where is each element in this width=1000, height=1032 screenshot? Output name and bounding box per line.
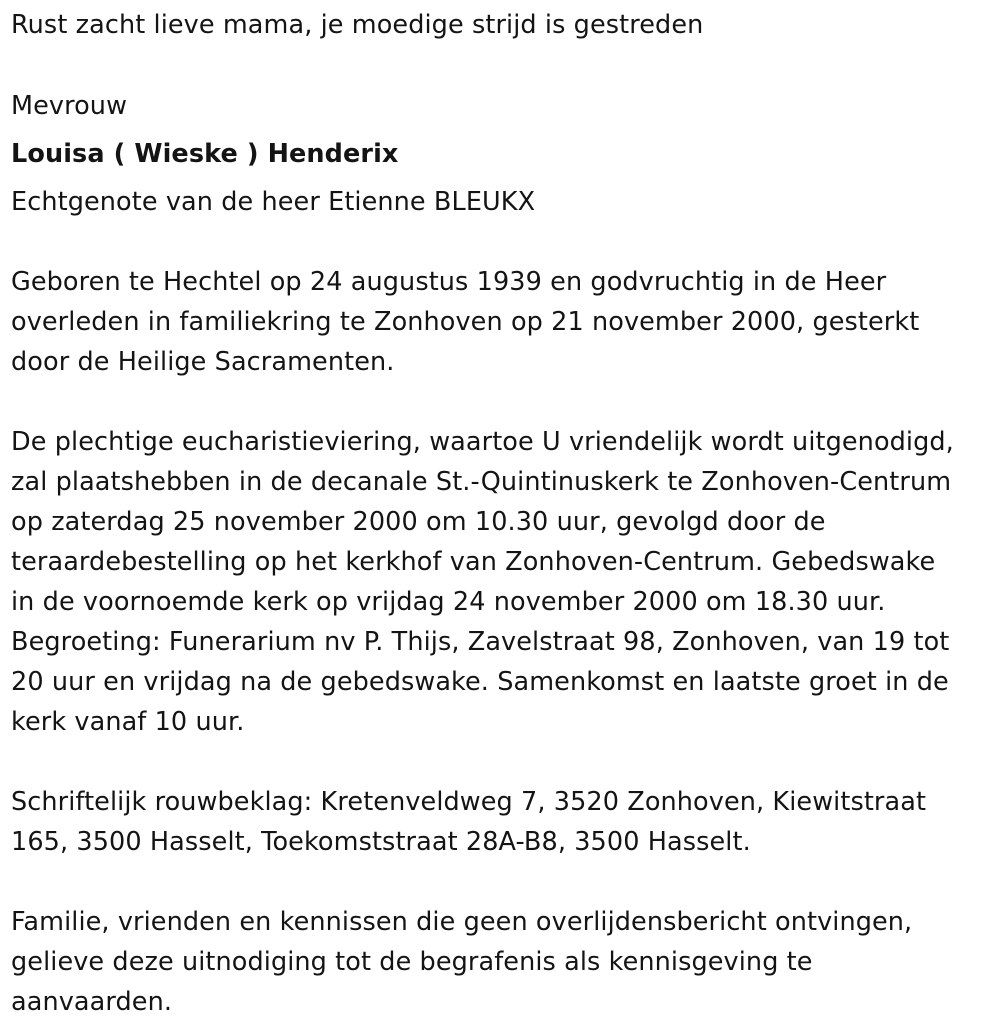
paragraph-line: teraardebestelling op het kerkhof van Zonhoven-Centrum. Gebedswake	[11, 547, 936, 577]
paragraph-line: zal plaatshebben in de decanale St.-Quintinuskerk te Zonhoven-Centrum	[11, 467, 952, 497]
paragraph-line: Schriftelijk rouwbeklag: Kretenveldweg 7, 3520 Zonhoven, Kiewitstraat	[11, 787, 927, 817]
paragraph-line: kerk vanaf 10 uur.	[11, 707, 245, 737]
deceased-name: Louisa ( Wieske ) Henderix	[11, 139, 399, 169]
paragraph-line: in de voornoemde kerk op vrijdag 24 november 2000 om 18.30 uur.	[11, 587, 886, 617]
paragraph-line: 165, 3500 Hasselt, Toekomststraat 28A-B8, 3500 Hasselt.	[11, 827, 751, 857]
paragraph-line: gelieve deze uitnodiging tot de begrafenis als kennisgeving te	[11, 947, 813, 977]
paragraph-line: door de Heilige Sacramenten.	[11, 347, 395, 377]
paragraph-line: op zaterdag 25 november 2000 om 10.30 uur, gevolgd door de	[11, 507, 826, 537]
spouse-line: Echtgenote van de heer Etienne BLEUKX	[11, 187, 536, 217]
paragraph-line: De plechtige eucharistieviering, waartoe U vriendelijk wordt uitgenodigd,	[11, 427, 954, 457]
salutation: Mevrouw	[11, 91, 128, 121]
paragraph-line: Geboren te Hechtel op 24 augustus 1939 en godvruchtig in de Heer	[11, 267, 887, 297]
paragraph-line: Begroeting: Funerarium nv P. Thijs, Zavelstraat 98, Zonhoven, van 19 tot	[11, 627, 950, 657]
paragraph-line: overleden in familiekring te Zonhoven op 21 november 2000, gesterkt	[11, 307, 920, 337]
paragraph-line: Familie, vrienden en kennissen die geen overlijdensbericht ontvingen,	[11, 907, 913, 937]
epitaph: Rust zacht lieve mama, je moedige strijd is gestreden	[11, 10, 704, 40]
paragraph-line: 20 uur en vrijdag na de gebedswake. Samenkomst en laatste groet in de	[11, 667, 949, 697]
paragraph-line: aanvaarden.	[11, 987, 173, 1017]
